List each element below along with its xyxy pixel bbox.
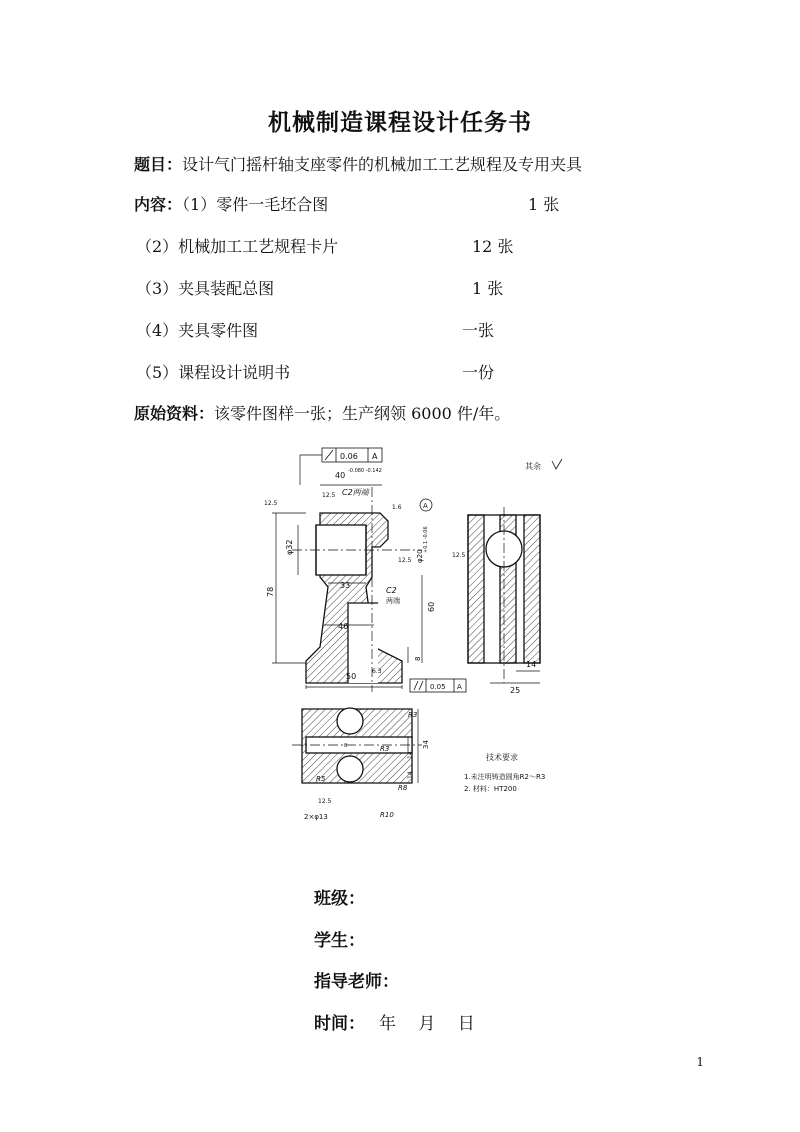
source-text: 该零件图样一张；生产纲领 6000 件/年。 [214,404,511,423]
class-field [314,884,365,909]
dim-20: φ20 [416,549,424,563]
item-label: （5）课程设计说明书 [136,363,291,382]
dim-33: 33 [340,581,351,590]
dim-78: 78 [266,586,275,597]
page-number: 1 [696,1055,704,1069]
dim-14c: 14 [407,771,414,779]
chamfer-mid: C2 [386,586,397,595]
dim-r5: R5 [316,775,326,783]
time-value: 年 月 日 [379,1014,475,1034]
dim-40: 40 [335,471,346,480]
top-view [292,708,422,783]
dim-46: 46 [338,622,349,631]
class-label: 班级： [314,889,365,909]
front-view [292,487,422,692]
tol-bottom: 0.05 [430,683,446,691]
dim-32: φ32 [285,539,294,555]
item-qty: 1 张 [472,279,504,298]
datum-label: A [457,683,462,691]
part-drawing [262,447,582,827]
roughness-label: 6.3 [372,668,382,675]
content-label: 内容： [134,195,183,214]
engineering-drawing [262,447,582,827]
tech-note-1: 1.未注明铸造圆角R2～R3 [464,773,546,781]
topic-text: 设计气门摇杆轴支座零件的机械加工工艺规程及专用夹具 [182,155,583,174]
tol-20: +0.1 -0.06 [423,526,429,553]
teacher-field [314,967,399,992]
roughness-label: 12.5 [264,500,278,507]
dim-r8: R8 [398,784,408,792]
item-qty: 一张 [462,321,495,340]
tech-note-2: 2. 材料：HT200 [464,785,517,793]
datum-label: A [372,452,378,461]
dim-25: 25 [510,686,521,695]
item-qty: 一份 [462,363,495,382]
content-line [134,192,328,215]
source-line [134,401,510,424]
rest-label: 其余 [525,462,541,471]
dim-60: 60 [427,601,436,612]
dim-8b: 8 [344,743,348,749]
dim-14b: 14 [407,751,414,759]
datum-label: A [423,502,428,510]
dim-50: 50 [346,672,357,681]
roughness-label: 12.5 [318,798,332,805]
item-label: （3）夹具装配总图 [136,279,275,298]
student-field [314,926,365,951]
item-qty: 12 张 [472,237,514,256]
dim-r3b: R3 [380,745,390,753]
holes-label: 2×φ13 [304,813,328,821]
dim-8: 8 [414,656,422,661]
topic-label: 题目： [134,155,183,174]
chamfer-top: C2两端 [342,488,369,497]
time-field [314,1009,475,1034]
time-label: 时间： [314,1014,365,1034]
item-label: （1）零件一毛坯合图 [182,195,329,214]
side-view [468,507,540,683]
roughness-label: 12.5 [452,552,466,559]
tol-value: 0.06 [340,452,358,461]
roughness-icon [552,459,562,469]
roughness-label: 12.5 [398,557,412,564]
teacher-label: 指导老师： [314,972,399,992]
source-label: 原始资料： [134,404,215,423]
document-title: 机械制造课程设计任务书 [268,109,532,136]
roughness-label: 12.5 [322,492,336,499]
dim-34: 34 [422,740,430,749]
dim-14: 14 [526,660,537,669]
item-label: （4）夹具零件图 [136,321,259,340]
dim-r10: R10 [380,811,394,819]
topic-line [134,152,582,175]
tol-40: -0.080 -0.142 [348,468,382,474]
student-label: 学生： [314,931,365,951]
dim-r3: R3 [408,711,418,719]
tech-title: 技术要求 [486,753,518,762]
chamfer-mid-note: 两端 [386,597,400,605]
item-label: （2）机械加工工艺规程卡片 [136,237,339,256]
item-qty: 1 张 [528,195,560,214]
roughness-label: 1.6 [392,504,402,511]
